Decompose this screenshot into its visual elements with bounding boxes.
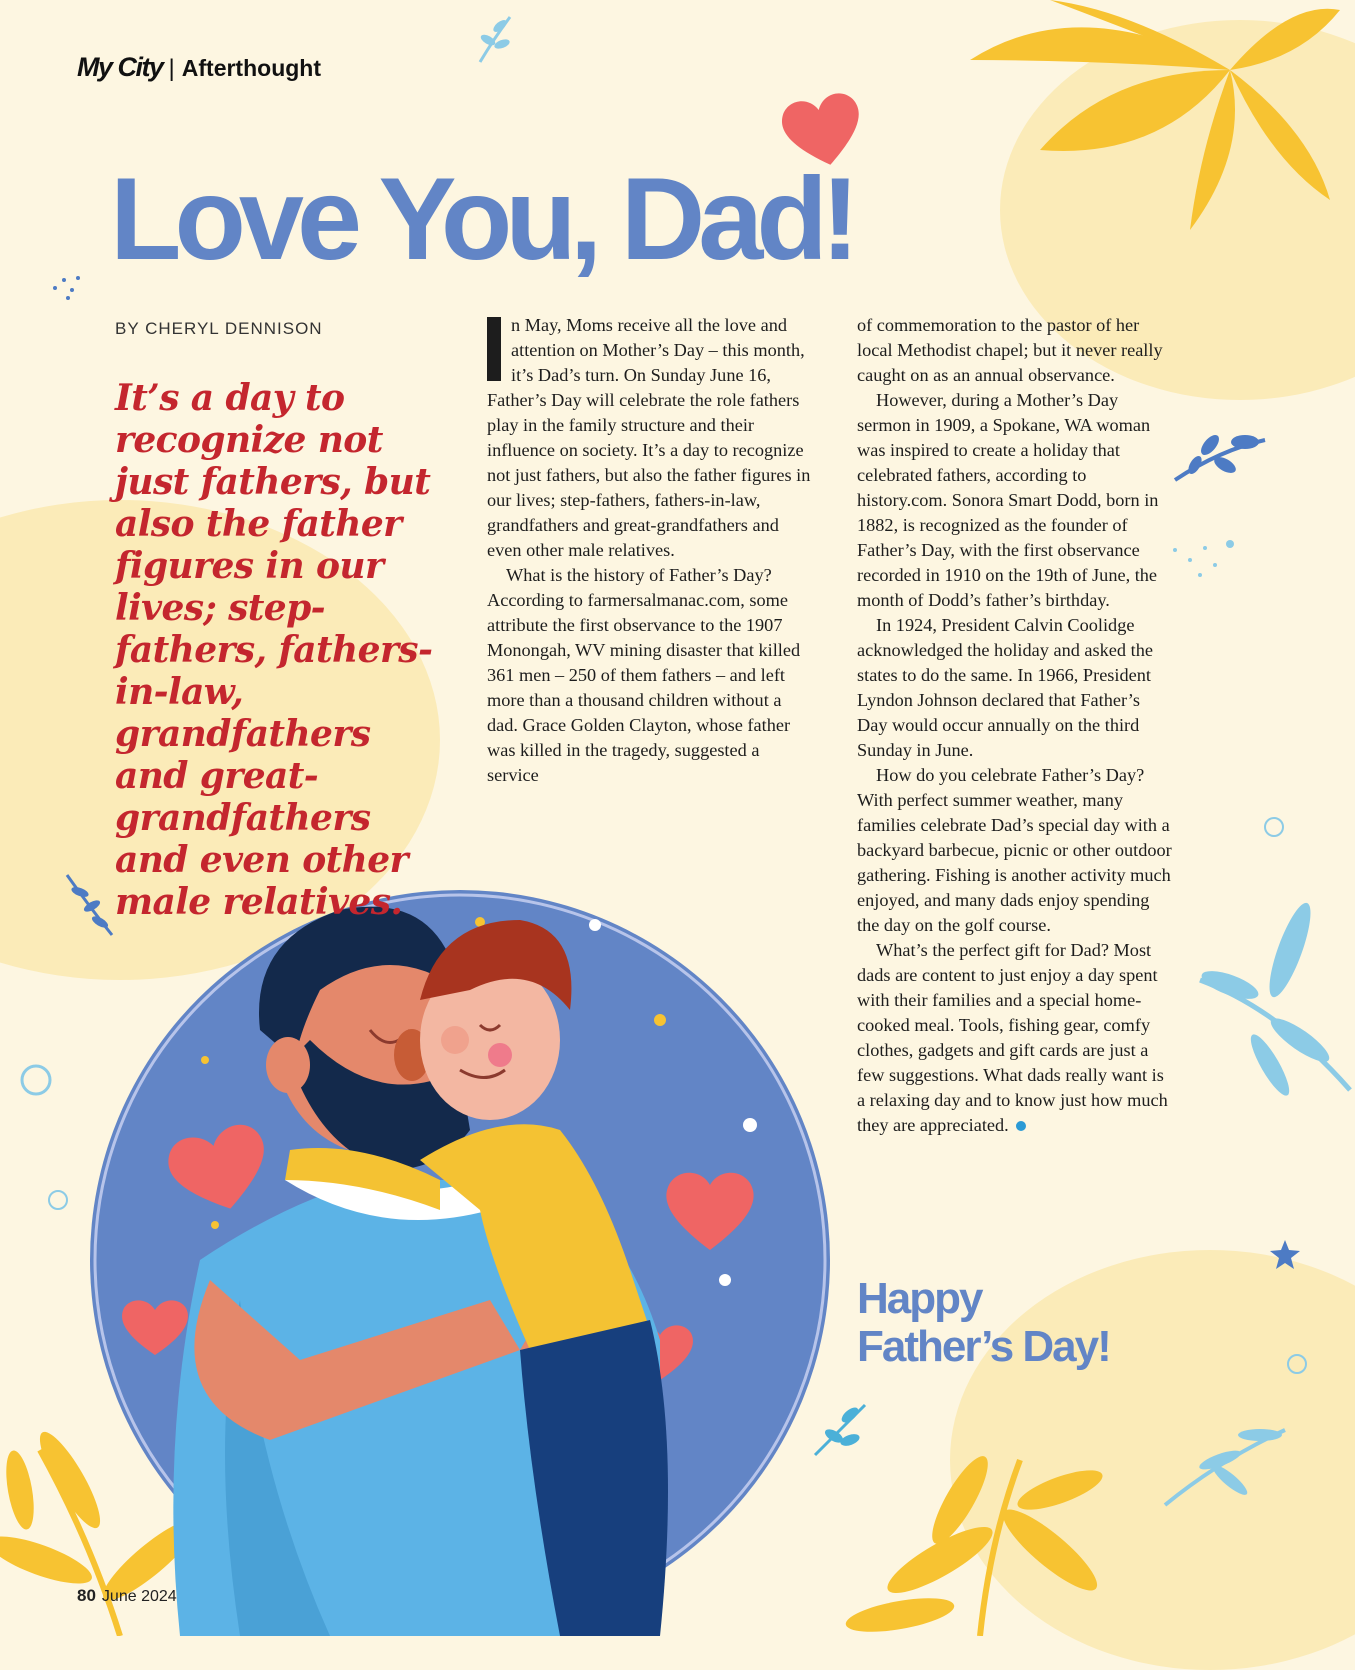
pull-quote: It’s a day to recognize not just fathers, but also the father figures in our lives; step-fathers, fathers-in-law, grandfathers and great-grandfathers and even other male relatives.: [115, 377, 433, 923]
page-footer: [77, 1586, 177, 1606]
article-paragraph: How do you celebrate Father’s Day? With perfect summer weather, many families celebrate Dad’s special day with a backyard barbecue, picnic or other outdoor gathering. Fishing is another activity much enjoyed, and many dads enjoy spending the day on the golf course.: [857, 765, 1172, 935]
ring-icon: [18, 1062, 54, 1098]
closing-greeting: [857, 1275, 1110, 1371]
section-name: Afterthought: [181, 55, 322, 81]
brand-logo: My City: [77, 52, 163, 82]
star-icon: [1268, 1238, 1302, 1272]
ring-icon: [1285, 1352, 1309, 1376]
article-last-text: What’s the perfect gift for Dad? Most dads are content to just enjoy a day spent with their families and a special home-cooked meal. Tools, fishing gear, comfy clothes, gadgets and gift cards are just a few suggestions. What dads really want is a relaxing day and to know just how much they are appreciated.: [857, 940, 1168, 1135]
father-son-illustration: [60, 880, 840, 1636]
leaf-icon: [1190, 890, 1355, 1120]
article-column-2: [857, 313, 1172, 1138]
closing-line-1: Happy: [857, 1274, 982, 1323]
ring-icon: [1262, 815, 1286, 839]
article-column-1: [487, 313, 812, 788]
article-paragraph: What is the history of Father’s Day? According to farmersalmanac.com, some attribute the first observance to the 1907 Monongah, WV mining disaster that killed 361 men – 250 of them fathers – and left more than a thousand children without a dad. Grace Golden Clayton, whose father was killed in the tragedy, suggested a service: [487, 565, 801, 785]
article-paragraph: of commemoration to the pastor of her local Methodist chapel; but it never really caught on as an annual observance.: [857, 315, 1163, 385]
issue-date: June 2024: [101, 1588, 177, 1605]
sparkle-dots-icon: [50, 272, 84, 302]
leaf-icon: [930, 0, 1355, 290]
leaf-icon: [470, 12, 520, 67]
closing-line-2: Father’s Day!: [857, 1322, 1110, 1371]
page-number: 80: [77, 1586, 96, 1605]
leaf-icon: [1170, 420, 1270, 490]
page-title: Love You, Dad!: [110, 153, 853, 284]
leaf-icon: [1160, 1420, 1290, 1510]
article-paragraph: n May, Moms receive all the love and attention on Mother’s Day – this month, it’s Dad’s turn. On Sunday June 16, Father’s Day will celebrate the role fathers play in the family structure and their influence on society. It’s a day to recognize not just fathers, but also the father figures in our lives; step-fathers, fathers-in-law, grandfathers and great-grandfathers and even other male relatives.: [487, 315, 811, 560]
header-separator: |: [168, 55, 175, 82]
sparkle-dots-icon: [1170, 540, 1240, 590]
article-paragraph: [857, 938, 1172, 1138]
byline: BY CHERYL DENNISON: [115, 319, 323, 338]
article-paragraph: In 1924, President Calvin Coolidge acknowledged the holiday and asked the states to do the same. In 1966, President Lyndon Johnson declared that Father’s Day would occur annually on the third Sunday in June.: [857, 615, 1153, 760]
article-paragraph: However, during a Mother’s Day sermon in 1909, a Spokane, WA woman was inspired to create a holiday that celebrated fathers, according to history.com. Sonora Smart Dodd, born in 1882, is recognized as the founder of Father’s Day, with the first observance recorded in 1910 on the 19th of June, the month of Dodd’s father’s birthday.: [857, 390, 1159, 610]
drop-cap: [487, 317, 501, 381]
end-mark-icon: [1016, 1121, 1026, 1131]
leaf-icon: [840, 1440, 1130, 1636]
magazine-header: [77, 52, 321, 83]
